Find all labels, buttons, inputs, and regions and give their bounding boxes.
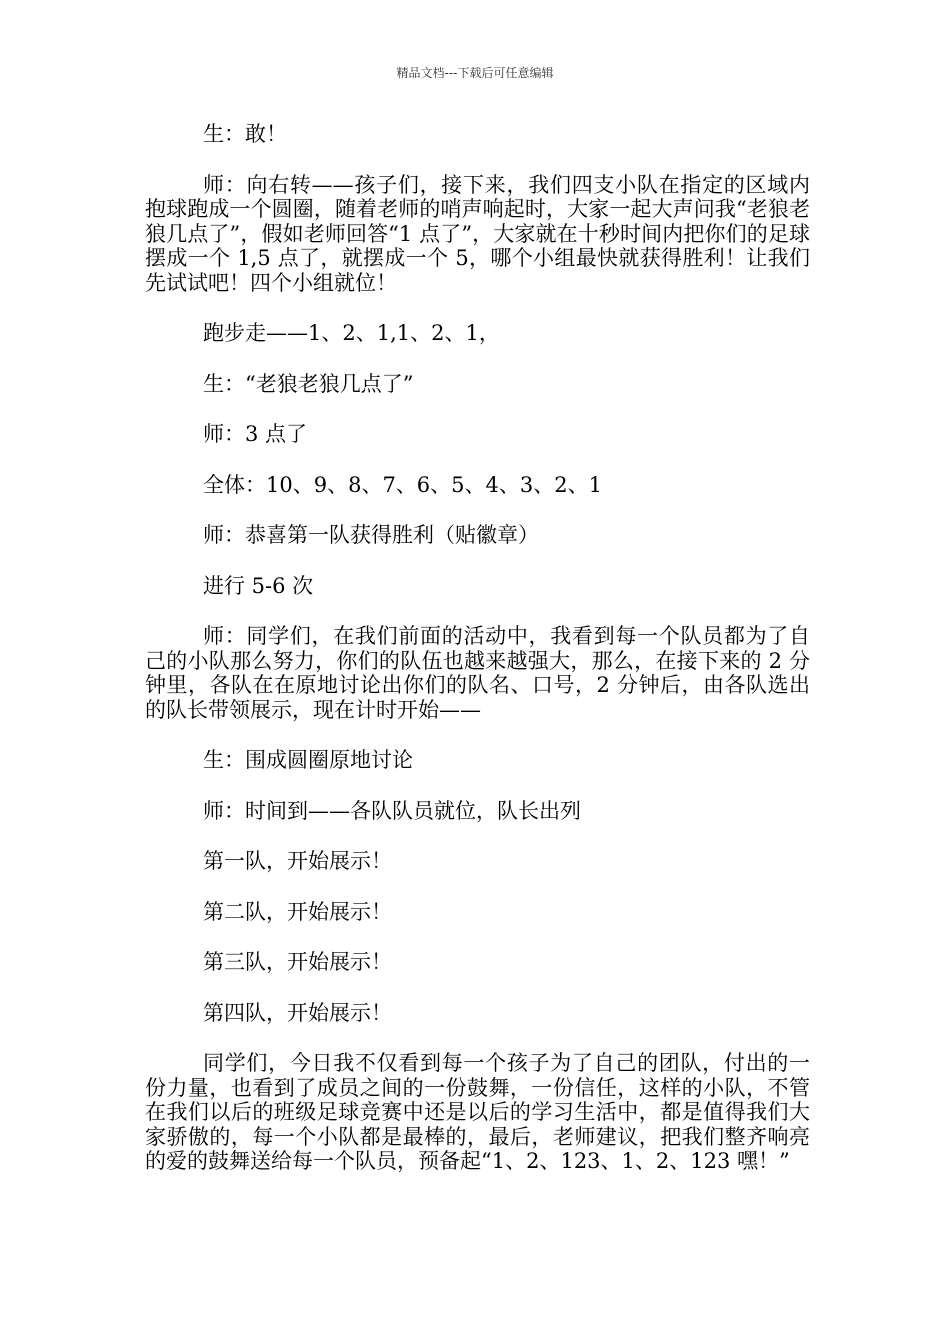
paragraph: 师：同学们，在我们前面的活动中，我看到每一个队员都为了自己的小队那么努力，你们的队伍也越来越强大，那么，在接下来的 2 分钟里，各队在在原地讨论出你们的队名、口号，2 分钟后，由各队选出的队长带领展示，现在计时开始—— bbox=[145, 624, 810, 722]
paragraph: 第一队，开始展示！ bbox=[203, 849, 392, 873]
paragraph: 第三队，开始展示！ bbox=[203, 950, 392, 974]
paragraph: 师：向右转——孩子们，接下来，我们四支小队在指定的区域内抱球跑成一个圆圈，随着老师的哨声响起时，大家一起大声问我“老狼老狼几点了”，假如老师回答“1 点了”，大家就在十秒时间内把你们的足球摆成一个 1,5 点了，就摆成一个 5，哪个小组最快就获得胜利！让我们先试试吧！四个小组就位！ bbox=[145, 172, 810, 295]
document-body bbox=[145, 122, 810, 1174]
paragraph: 跑步走——1、2、1,1、2、1， bbox=[203, 321, 500, 345]
page-header: 精品文档---下载后可任意编辑 bbox=[396, 66, 554, 80]
paragraph: 进行 5-6 次 bbox=[203, 573, 314, 598]
paragraph: 第二队，开始展示！ bbox=[203, 899, 392, 924]
paragraph: 师：时间到——各队队员就位，队长出列 bbox=[203, 798, 581, 823]
paragraph: 生：围成圆圈原地讨论 bbox=[203, 748, 413, 772]
paragraph: 同学们，今日我不仅看到每一个孩子为了自己的团队，付出的一份力量，也看到了成员之间的一份鼓舞，一份信任，这样的小队，不管在我们以后的班级足球竞赛中还是以后的学习生活中，都是值得我们大家骄傲的，每一个小队都是最棒的，最后，老师建议，把我们整齐响亮的爱的鼓舞送给每一个队员，预备起“1、2、123、1、2、123 嘿！” bbox=[145, 1051, 810, 1173]
paragraph: 全体：10、9、8、7、6、5、4、3、2、1 bbox=[203, 472, 602, 497]
paragraph: 师：3 点了 bbox=[203, 422, 308, 446]
paragraph: 第四队，开始展示！ bbox=[203, 1000, 392, 1025]
paragraph: 师：恭喜第一队获得胜利（贴徽章） bbox=[203, 523, 539, 547]
paragraph: 生：“老狼老狼几点了” bbox=[203, 371, 414, 396]
paragraph: 生：敢！ bbox=[203, 122, 287, 146]
